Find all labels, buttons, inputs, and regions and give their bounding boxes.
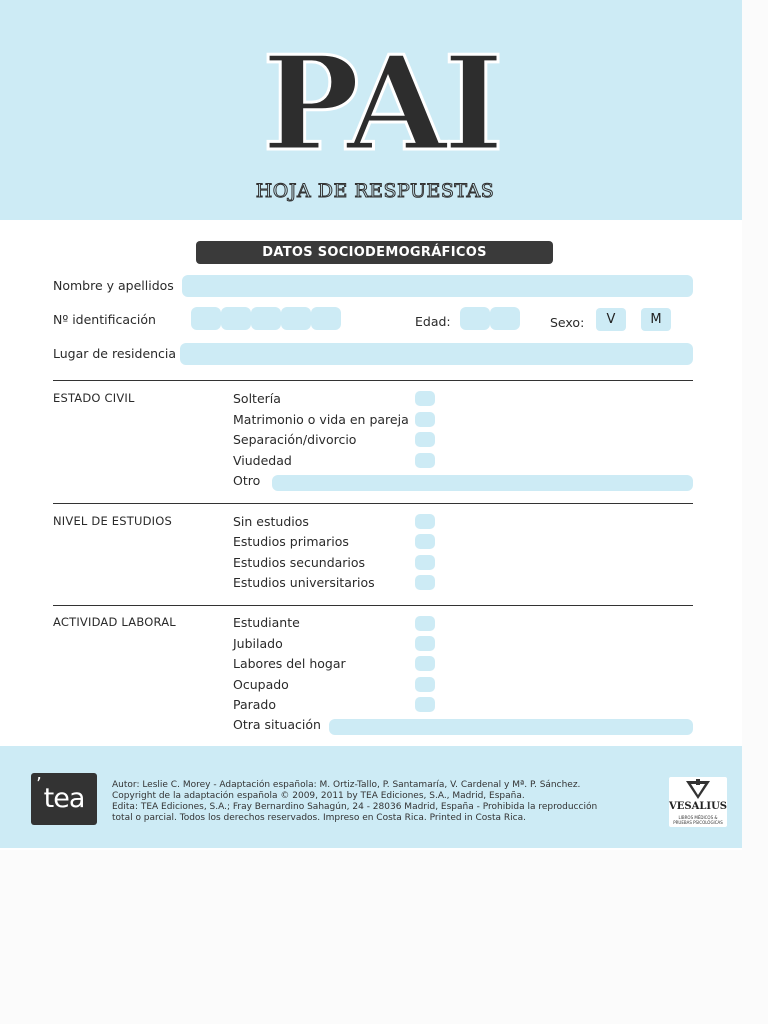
option-label: Jubilado [233,636,283,651]
credits-line: Autor: Leslie C. Morey - Adaptación española: M. Ortiz-Tallo, P. Santamaría, V. Cardenal y Mª. P. Sánchez. [112,780,581,790]
option-checkbox[interactable] [415,697,435,712]
id-digit-box[interactable] [311,307,341,330]
option-checkbox[interactable] [415,656,435,671]
option-label: Matrimonio o vida en pareja [233,412,409,427]
option-checkbox[interactable] [415,555,435,570]
tea-logo-text: tea [43,783,85,814]
header-band [0,0,742,220]
tea-logo [31,773,97,825]
residence-label: Lugar de residencia [53,346,177,361]
id-digit-box[interactable] [281,307,311,330]
option-checkbox[interactable] [415,514,435,529]
option-checkbox[interactable] [415,677,435,692]
option-checkbox[interactable] [415,636,435,651]
age-digit-box[interactable] [460,307,490,330]
divider [53,380,693,381]
credits-line: Copyright de la adaptación española © 2009, 2011 by TEA Ediciones, S.A., Madrid, España. [112,791,525,801]
option-label: Labores del hogar [233,656,346,671]
option-label: Otra situación [233,717,321,732]
sheet-subtitle: HOJA DE RESPUESTAS [255,180,495,202]
option-label: Ocupado [233,677,289,692]
name-label: Nombre y apellidos [53,278,174,293]
option-label: Sin estudios [233,514,309,529]
option-label: Viudedad [233,453,292,468]
option-label: Estudios secundarios [233,555,366,570]
option-label: Estudios universitarios [233,575,375,590]
sex-label: Sexo: [550,315,585,330]
option-label: Parado [233,697,277,712]
residence-field[interactable] [180,343,693,365]
tea-logo-mark: ’ [36,774,41,795]
id-label: Nº identificación [53,312,156,327]
sex-option-m[interactable]: M [641,308,671,331]
vesalius-logo [669,777,727,827]
id-digit-box[interactable] [251,307,281,330]
option-label: Separación/divorcio [233,432,357,447]
option-checkbox[interactable] [415,453,435,468]
option-checkbox[interactable] [415,575,435,590]
age-digit-box[interactable] [490,307,520,330]
option-checkbox[interactable] [415,616,435,631]
id-digit-box[interactable] [221,307,251,330]
nivel-estudios-title: NIVEL DE ESTUDIOS [53,514,172,528]
option-checkbox[interactable] [415,412,435,427]
option-label: Soltería [233,391,281,406]
other-civil-status-field[interactable] [272,475,693,491]
credits-line: total o parcial. Todos los derechos reservados. Impreso en Costa Rica. Printed in Costa Rica. [112,813,526,823]
option-label: Otro [233,473,261,488]
actividad-laboral-title: ACTIVIDAD LABORAL [53,615,176,629]
divider [53,605,693,606]
divider [53,503,693,504]
vesalius-name: VESALIUS [669,801,728,812]
sex-option-v[interactable]: V [596,308,626,331]
id-digit-box[interactable] [191,307,221,330]
pai-logo: PAI [262,27,500,180]
option-label: Estudios primarios [233,534,349,549]
option-checkbox[interactable] [415,391,435,406]
option-checkbox[interactable] [415,432,435,447]
age-label: Edad: [415,314,451,329]
estado-civil-title: ESTADO CIVIL [53,391,135,405]
credits [112,780,672,824]
credits-line: Edita: TEA Ediciones, S.A.; Fray Bernardino Sahagún, 24 - 28036 Madrid, España - Prohibida la reproducción [112,802,598,812]
other-situation-field[interactable] [329,719,693,735]
option-label: Estudiante [233,615,300,630]
vesalius-emblem-icon [669,777,727,801]
section-title: DATOS SOCIODEMOGRÁFICOS [196,241,553,264]
vesalius-tagline: LIBROS MÉDICOS & PRUEBAS PSICOLÓGICAS [673,815,723,825]
name-field[interactable] [182,275,693,297]
option-checkbox[interactable] [415,534,435,549]
